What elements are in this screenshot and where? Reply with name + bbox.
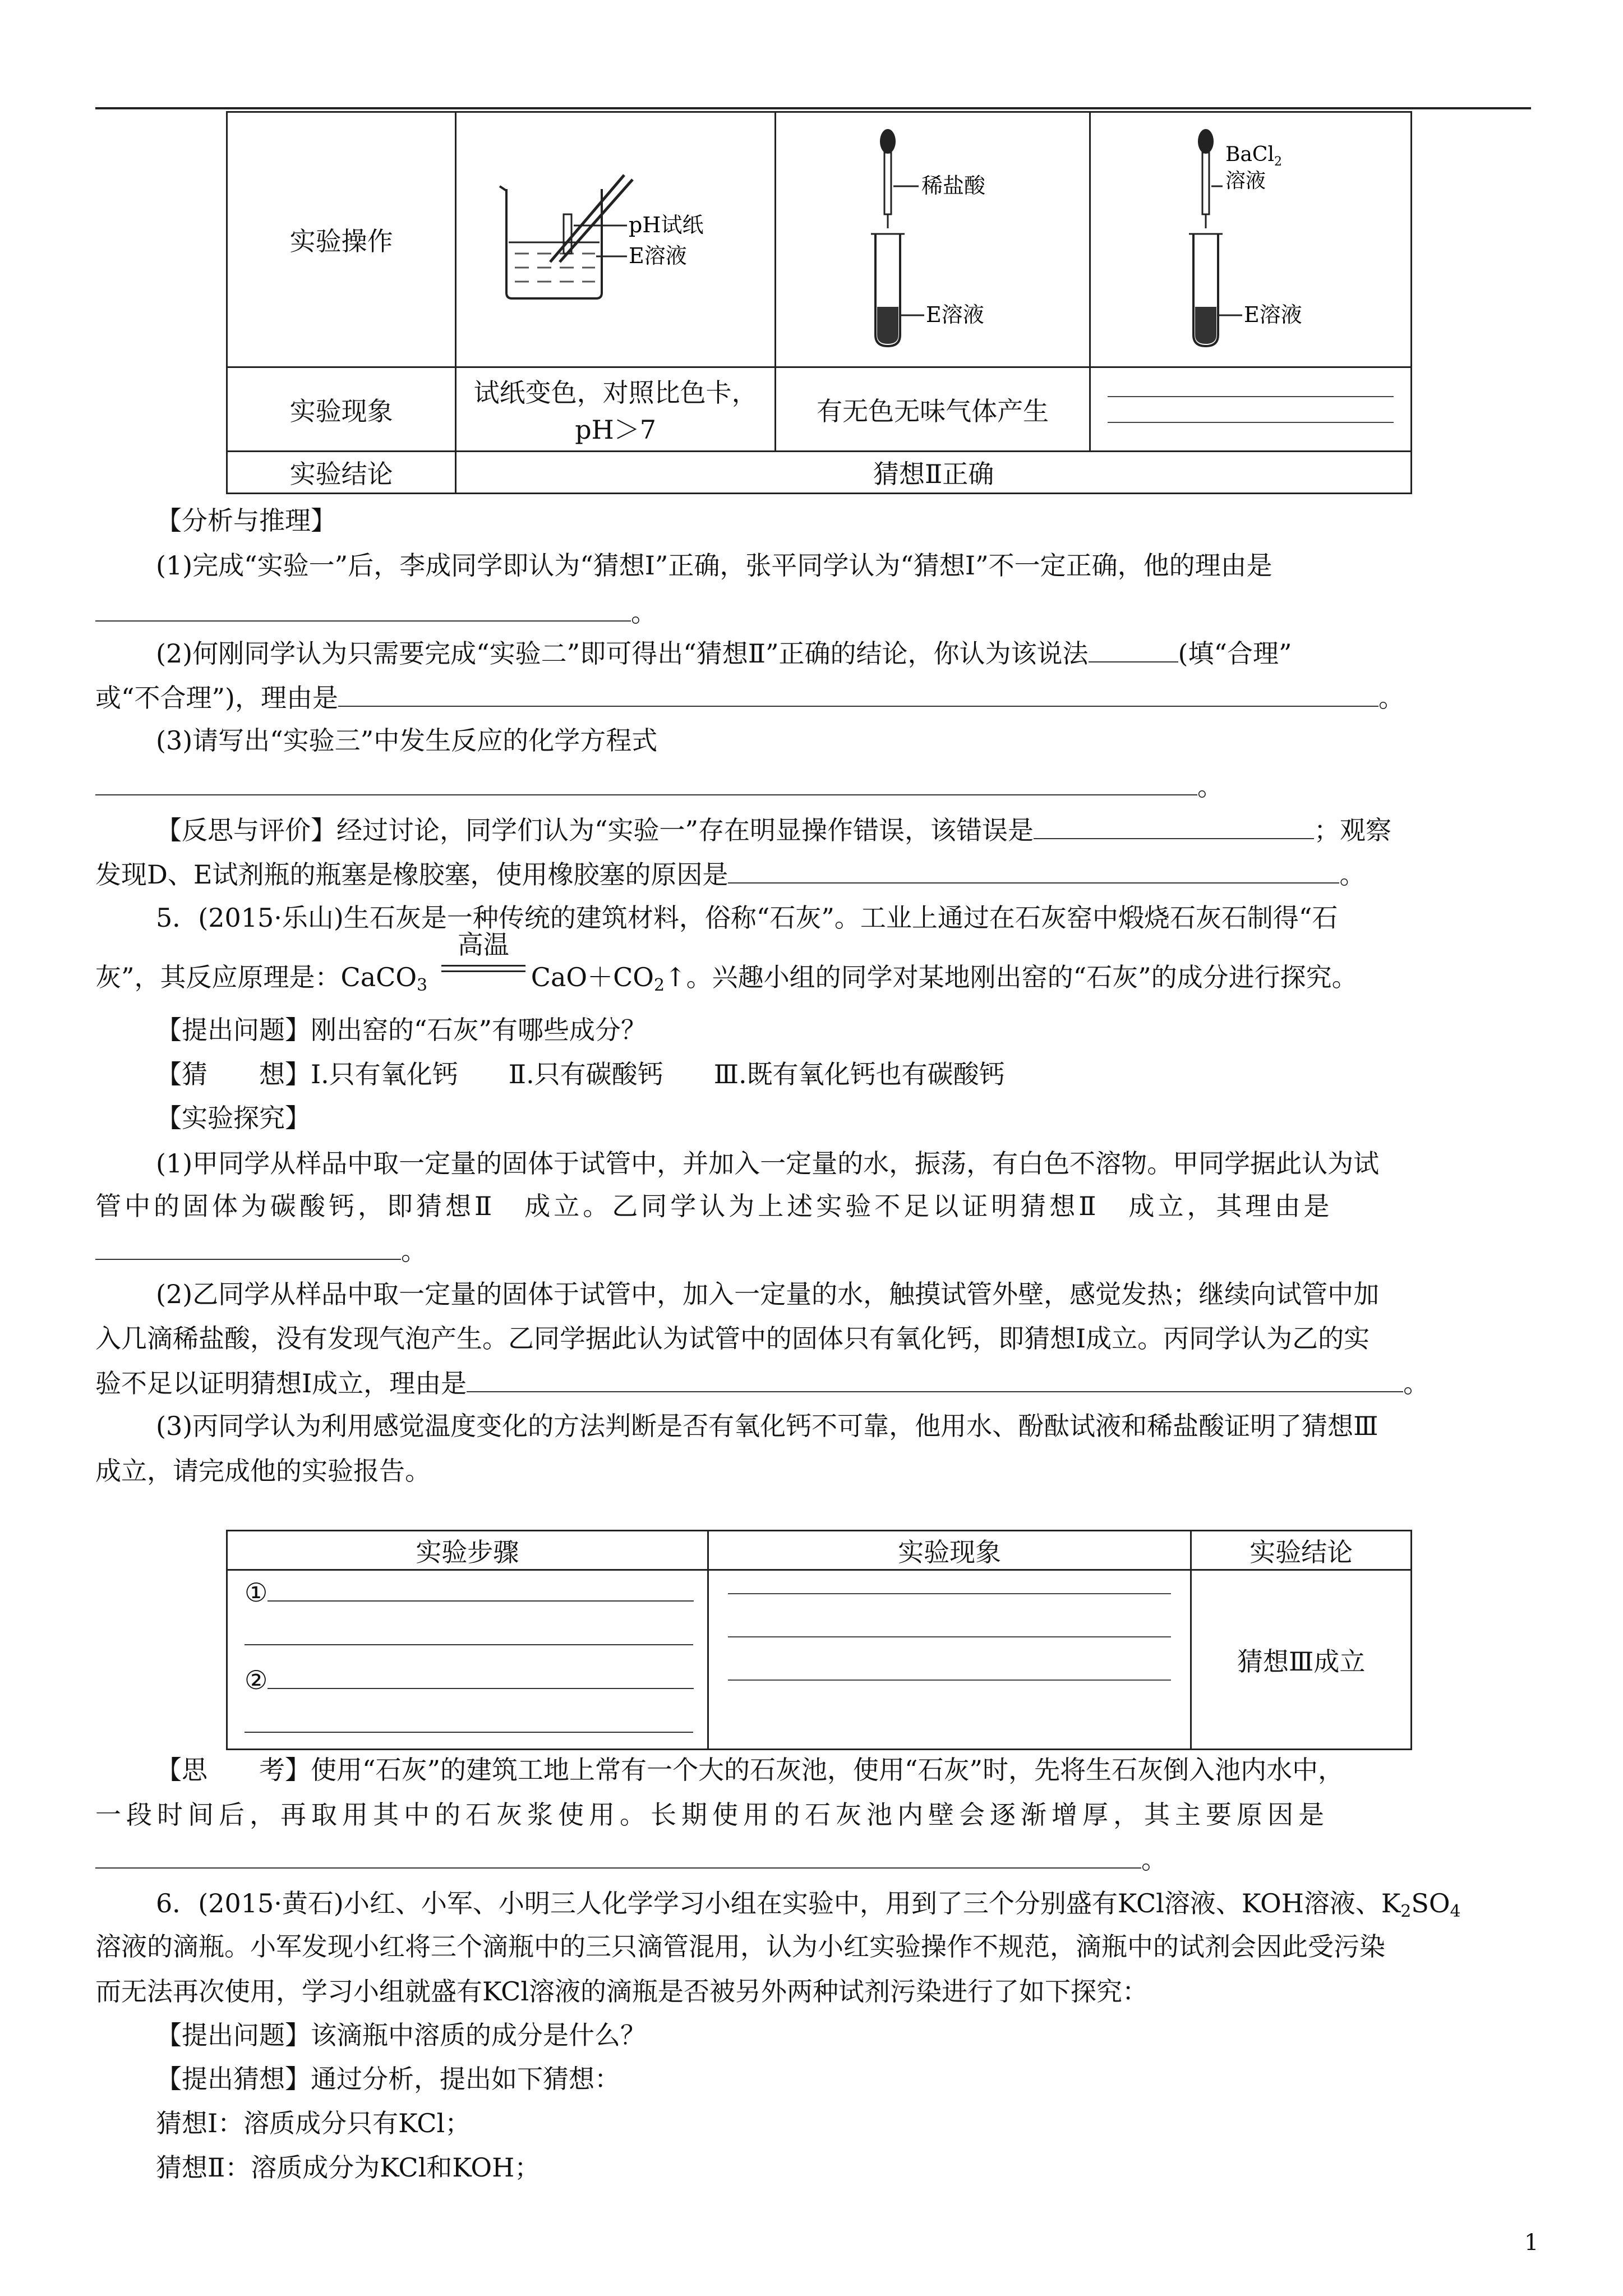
step2-blank[interactable] xyxy=(268,1665,694,1689)
p2-reason-blank[interactable] xyxy=(467,1365,1403,1392)
fig3-label-solution: 溶液 xyxy=(1225,169,1266,192)
analysis-q1-answer: 。 xyxy=(95,595,657,629)
experiment-table xyxy=(226,111,1412,494)
q5-p3a: (3)丙同学认为利用感觉温度变化的方法判断是否有氧化钙不可靠，他用水、酚酞试液和稀盐酸证明了猜想Ⅲ xyxy=(156,1411,1378,1441)
phen-blank-2[interactable] xyxy=(728,1636,1171,1637)
fig3-label-e-solution: E溶液 xyxy=(1244,302,1302,327)
report-table xyxy=(226,1530,1412,1750)
q5-think2: 一段时间后，再取用其中的石灰浆使用。长期使用的石灰池内壁会逐渐增厚，其主要原因是 xyxy=(95,1800,1329,1830)
q5-think-answer: 。 xyxy=(95,1842,1167,1876)
analysis-q2-line2: 或“不合理”)，理由是 。 xyxy=(95,680,1404,715)
row-label-operation: 实验操作 xyxy=(227,112,456,367)
beaker-ph-test-icon xyxy=(484,164,748,310)
q5-p1-answer: 。 xyxy=(95,1233,427,1268)
reflection-error-blank[interactable] xyxy=(1034,812,1314,839)
header-conclusion: 实验结论 xyxy=(1191,1531,1412,1570)
reflection-line2: 发现D、E试剂瓶的瓶塞是橡胶塞，使用橡胶塞的原因是 。 xyxy=(95,857,1365,891)
q5-line2: 灰”，其反应原理是：CaCO$_3$ 高温 $CaO+CO_2↑$。兴趣小组的同学对某地刚出窑的“石灰”的成分进行探究。 xyxy=(95,930,1358,995)
steps-cell: ① ② xyxy=(227,1570,708,1750)
step1b-blank[interactable] xyxy=(245,1622,693,1645)
q5-p1b: 管中的固体为碳酸钙，即猜想Ⅱ 成立。乙同学认为上述实验不足以证明猜想Ⅱ 成立，其理由是 xyxy=(95,1191,1333,1221)
analysis-q1: (1)完成“实验一”后，李成同学即认为“猜想Ⅰ”正确，张平同学认为“猜想Ⅰ”不一定正确，他的理由是 xyxy=(156,550,1272,581)
phenomenon-cell xyxy=(708,1570,1191,1750)
figure-ph-paper xyxy=(456,112,776,367)
reaction-condition: 高温 xyxy=(441,960,525,994)
page-number: 1 xyxy=(1524,2230,1539,2256)
q6-line2: 溶液的滴瓶。小军发现小红将三个滴瓶中的三只滴管混用，认为小红实验操作不规范，滴瓶中的试剂会因此受污染 xyxy=(95,1931,1385,1962)
dropper-testtube-icon xyxy=(1133,119,1368,355)
reflection-reason-blank[interactable] xyxy=(728,857,1339,884)
analysis-q3: (3)请写出“实验三”中发生反应的化学方程式 xyxy=(156,725,658,756)
analysis-q3-answer: 。 xyxy=(95,769,1223,803)
header-steps: 实验步骤 xyxy=(227,1531,708,1570)
svg-text:BaCl2 xyxy=(1225,143,1282,169)
q3-equation-blank[interactable] xyxy=(95,769,1197,795)
figure-bacl2 xyxy=(1090,112,1412,367)
header-rule xyxy=(95,107,1531,109)
q5-p2b: 入几滴稀盐酸，没有发现气泡产生。乙同学据此认为试管中的固体只有氧化钙，即猜想Ⅰ成立。丙同学认为乙的实 xyxy=(95,1323,1370,1354)
phen-blank-1[interactable] xyxy=(728,1593,1171,1594)
q6-guess-1: 猜想Ⅰ：溶质成分只有KCl； xyxy=(156,2108,471,2138)
fig3-label-bacl: BaCl xyxy=(1225,142,1275,166)
row-label-phenomenon: 实验现象 xyxy=(227,367,456,452)
q5-p3b: 成立，请完成他的实验报告。 xyxy=(95,1456,431,1486)
q5-question: 【提出问题】刚出窑的“石灰”有哪些成分？ xyxy=(156,1015,647,1045)
header-phenomenon: 实验现象 xyxy=(708,1531,1191,1570)
q5-think1: 【思 考】使用“石灰”的建筑工地上常有一个大的石灰池，使用“石灰”时，先将生石灰倒入池内水中， xyxy=(156,1755,1344,1785)
fig2-label-hcl: 稀盐酸 xyxy=(921,173,986,198)
fig3-label-sub: 2 xyxy=(1274,154,1283,169)
figure-hcl xyxy=(775,112,1090,367)
phenomenon-3-blank xyxy=(1090,367,1412,452)
q6-line3: 而无法再次使用，学习小组就盛有KCl溶液的滴瓶是否被另外两种试剂污染进行了如下探究： xyxy=(95,1976,1149,2007)
row-label-conclusion: 实验结论 xyxy=(227,452,456,494)
dropper-testtube-icon xyxy=(815,119,1050,355)
q5-explore: 【实验探究】 xyxy=(156,1103,311,1133)
conclusion-cell: 猜想Ⅲ成立 xyxy=(1191,1570,1412,1750)
q6-guess: 【提出猜想】通过分析，提出如下猜想： xyxy=(156,2064,620,2094)
think-reason-blank[interactable] xyxy=(95,1842,1141,1869)
q1-answer-blank[interactable] xyxy=(95,595,631,622)
q5-line1: 5．(2015·乐山)生石灰是一种传统的建筑材料，俗称“石灰”。工业上通过在石灰窑中煅烧石灰石制得“石 xyxy=(156,903,1338,933)
step1-blank[interactable] xyxy=(268,1578,694,1602)
fig2-label-e-solution: E溶液 xyxy=(926,302,984,327)
phenomenon-2: 有无色无味气体产生 xyxy=(775,367,1090,452)
fig1-label-ph-paper: pH试纸 xyxy=(628,212,704,237)
conclusion-text: 猜想Ⅱ正确 xyxy=(456,452,1412,494)
q5-p2c: 验不足以证明猜想Ⅰ成立，理由是 。 xyxy=(95,1365,1429,1400)
step2b-blank[interactable] xyxy=(245,1709,693,1733)
q6-guess-2: 猜想Ⅱ：溶质成分为KCl和KOH； xyxy=(156,2152,541,2183)
q5-p2a: (2)乙同学从样品中取一定量的固体于试管中，加入一定量的水，触摸试管外壁，感觉发热；继续向试管中加 xyxy=(156,1279,1380,1309)
q6-line1: 6．(2015·黄石)小红、小军、小明三人化学学习小组在实验中，用到了三个分别盛有KCl溶液、KOH溶液、$K_2SO_4$ xyxy=(156,1888,1461,1921)
phen-blank-3[interactable] xyxy=(728,1680,1171,1681)
q2-judgement-blank[interactable] xyxy=(1089,636,1178,662)
analysis-heading: 【分析与推理】 xyxy=(156,505,336,536)
p1-reason-blank[interactable] xyxy=(95,1233,401,1260)
q5-p1a: (1)甲同学从样品中取一定量的固体于试管中，并加入一定量的水，振荡，有白色不溶物。甲同学据此认为试 xyxy=(156,1148,1380,1179)
q5-guesses: 【猜 想】Ⅰ.只有氧化钙 Ⅱ.只有碳酸钙 Ⅲ.既有氧化钙也有碳酸钙 xyxy=(156,1059,1005,1089)
phenomenon-1: 试纸变色，对照比色卡，pH＞7 xyxy=(456,367,776,452)
analysis-q2-line1: (2)何刚同学认为只需要完成“实验二”即可得出“猜想Ⅱ”正确的结论，你认为该说法 (填“合理” xyxy=(156,636,1292,670)
q2-reason-blank[interactable] xyxy=(338,680,1378,707)
reflection-line1: 【反思与评价】经过讨论，同学们认为“实验一”存在明显操作错误，该错误是 ；观察 xyxy=(156,812,1391,847)
q6-question: 【提出问题】该滴瓶中溶质的成分是什么？ xyxy=(156,2020,646,2050)
fig1-label-e-solution: E溶液 xyxy=(628,243,687,268)
